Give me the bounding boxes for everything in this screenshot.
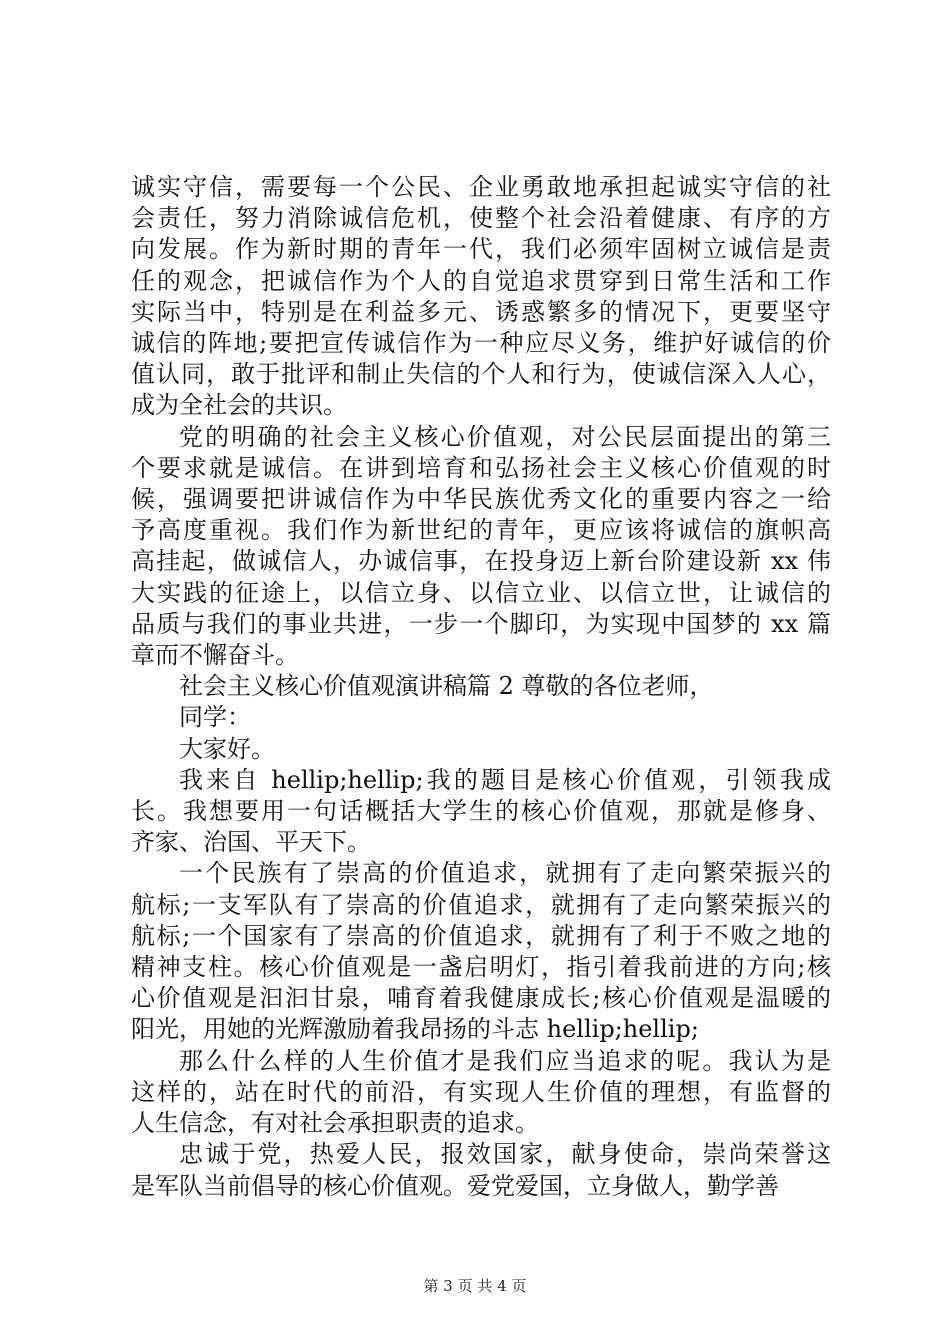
text-line: 党的明确的社会主义核心价值观，对公民层面提出的第三 <box>179 422 831 451</box>
text-line: 实际当中，特别是在利益多元、诱惑繁多的情况下，更要坚守 <box>131 297 831 326</box>
text-line: 值认同，敢于批评和制止失信的个人和行为，使诚信深入人心， <box>131 360 831 389</box>
page-number: 第 3 页 共 4 页 <box>423 1277 527 1295</box>
paragraph <box>131 765 831 859</box>
text-line: 成为全社会的共识。 <box>131 391 347 420</box>
document-body <box>131 172 831 1202</box>
text-line: 人生信念，有对社会承担职责的追求。 <box>131 1109 539 1138</box>
text-line: 忠诚于党，热爱人民，报效国家，献身使命，崇尚荣誉这 <box>179 1140 831 1169</box>
text-line: 会责任，努力消除诚信危机，使整个社会沿着健康、有序的方 <box>131 204 831 233</box>
text-line: 个要求就是诚信。在讲到培育和弘扬社会主义核心价值观的时 <box>131 453 831 482</box>
paragraph <box>131 1139 831 1201</box>
text-line: 那么什么样的人生价值才是我们应当追求的呢。我认为是 <box>179 1046 831 1075</box>
text-line: 航标;一个国家有了崇高的价值追求，就拥有了利于不败之地的 <box>131 921 831 950</box>
text-line: 诚实守信，需要每一个公民、企业勇敢地承担起诚实守信的社 <box>131 173 831 201</box>
text-line: 予高度重视。我们作为新世纪的青年，更应该将诚信的旗帜高 <box>131 516 831 545</box>
text-line: 航标;一支军队有了崇高的价值追求，就拥有了走向繁荣振兴的 <box>131 890 831 919</box>
paragraph <box>131 858 831 1045</box>
paragraph <box>131 734 831 765</box>
text-line: 诚信的阵地;要把宣传诚信作为一种应尽义务，维护好诚信的价 <box>131 329 831 358</box>
text-line: 齐家、治国、平天下。 <box>131 828 371 857</box>
paragraph <box>131 671 831 702</box>
text-line: 我来自 hellip;hellip;我的题目是核心价值观，引领我成 <box>179 765 831 794</box>
text-line: 阳光，用她的光辉激励着我昂扬的斗志 hellip;hellip; <box>131 1015 699 1044</box>
paragraph <box>131 702 831 733</box>
text-line: 一个民族有了崇高的价值追求，就拥有了走向繁荣振兴的 <box>179 859 831 888</box>
text-line: 高挂起，做诚信人，办诚信事，在投身迈上新台阶建设新 xx 伟 <box>131 547 831 576</box>
paragraph <box>131 1046 831 1140</box>
text-line: 心价值观是汩汩甘泉，哺育着我健康成长;核心价值观是温暖的 <box>131 984 831 1013</box>
text-line: 是军队当前倡导的核心价值观。爱党爱国，立身做人，勤学善 <box>131 1171 779 1200</box>
text-line: 这样的，站在时代的前沿，有实现人生价值的理想，有监督的 <box>131 1077 831 1106</box>
text-line: 同学： <box>179 703 251 732</box>
text-line: 精神支柱。核心价值观是一盏启明灯，指引着我前进的方向;核 <box>131 953 831 982</box>
text-line: 长。我想要用一句话概括大学生的核心价值观，那就是修身、 <box>131 797 831 826</box>
page-footer <box>0 1276 950 1296</box>
text-line: 社会主义核心价值观演讲稿篇 2 尊敬的各位老师， <box>179 672 714 701</box>
text-line: 候，强调要把讲诚信作为中华民族优秀文化的重要内容之一给 <box>131 485 831 514</box>
text-line: 大实践的征途上，以信立身、以信立业、以信立世，让诚信的 <box>131 578 831 607</box>
text-line: 章而不懈奋斗。 <box>131 641 299 670</box>
paragraph <box>131 422 831 672</box>
text-line: 向发展。作为新时期的青年一代，我们必须牢固树立诚信是责 <box>131 235 831 264</box>
paragraph <box>131 172 831 422</box>
text-line: 品质与我们的事业共进，一步一个脚印，为实现中国梦的 xx 篇 <box>131 609 831 638</box>
text-line: 任的观念，把诚信作为个人的自觉追求贯穿到日常生活和工作 <box>131 266 831 295</box>
text-line: 大家好。 <box>179 734 275 763</box>
